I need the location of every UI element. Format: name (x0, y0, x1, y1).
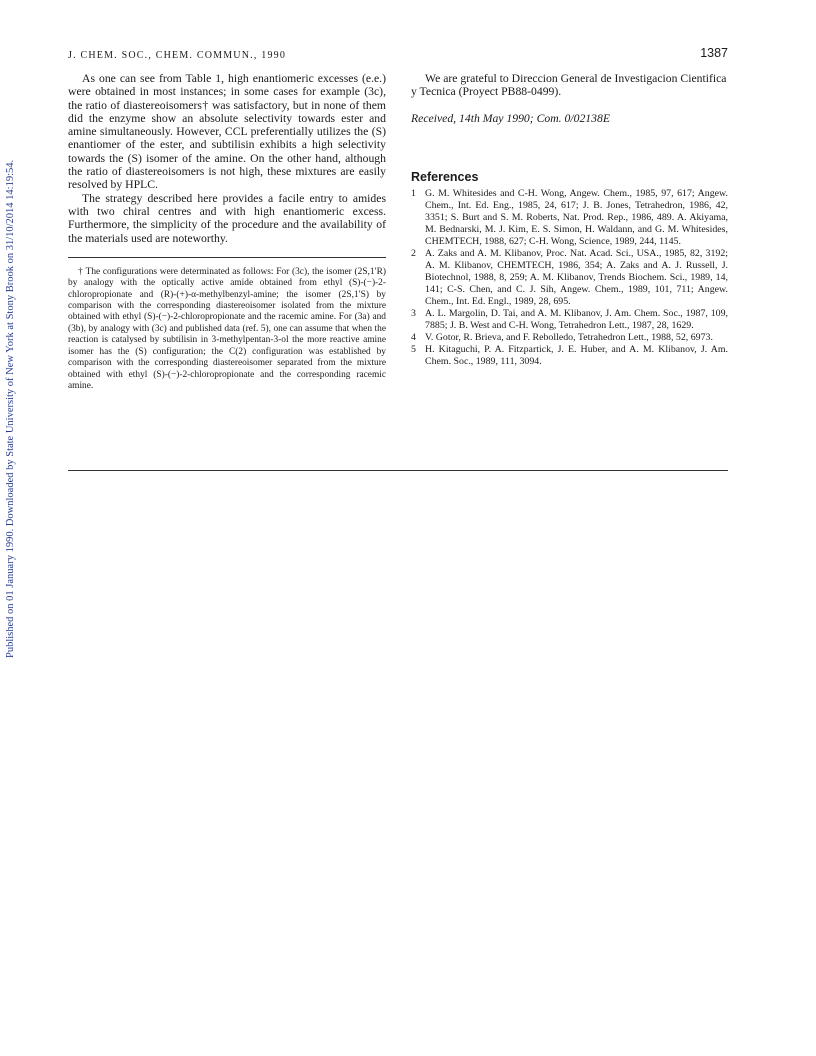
download-watermark-text: Published on 01 January 1990. Downloaded by State University of New York at Stony Brook on 31/10/2014 14:19:54. (5, 159, 16, 658)
reference-text: V. Gotor, R. Brieva, and F. Rebolledo, Tetrahedron Lett., 1988, 52, 6973. (425, 331, 713, 343)
reference-number: 1 (411, 187, 416, 199)
download-watermark (4, 150, 18, 658)
right-column (411, 72, 728, 368)
body-paragraph: As one can see from Table 1, high enantiomeric excesses (e.e.) were obtained in most instances; in some cases for example (3c), the ratio of diastereoisomers† was satisfactory, but in none of them did the enzyme show an absolute selectivity towards ester and amine simultaneously. However, CCL preferentially utilizes the (S) enantiomer of the ester, and subtilisin exhibits a high selectivity towards the (S) isomer of the amine. On the other hand, although the ratio of diastereoisomers is not high, these mixtures are easily resolved by HPLC. (68, 72, 386, 192)
reference-text: G. M. Whitesides and C-H. Wong, Angew. Chem., 1985, 97, 617; Angew. Chem., Int. Ed. Eng., 1985, 24, 617; J. B. Jones, Tetrahedron, 1986, 42, 3351; S. Burt and S. M. Roberts, Nat. Prod. Rep., 1986, 489. A. Akiyama, M. Bednarski, M. J. Kim, E. S. Simon, H. Waldann, and G. M. Whitesides, CHEMTECH, 1988, 627; C-H. Wong, Science, 1989, 244, 1145. (425, 187, 728, 247)
reference-item (411, 188, 728, 248)
reference-number: 4 (411, 331, 416, 343)
reference-text: A. L. Margolin, D. Tai, and A. M. Klibanov, J. Am. Chem. Soc., 1987, 109, 7885; J. B. West and C-H. Wong, Tetrahedron Lett., 1987, 28, 1629. (425, 307, 728, 331)
body-paragraph: The strategy described here provides a facile entry to amides with two chiral centres and with high enantiomeric excess. Furthermore, the simplicity of the procedure and the availability of the materials used are noteworthy. (68, 191, 386, 245)
references-heading: References (411, 169, 479, 184)
page-bottom-rule (68, 470, 728, 471)
reference-text: A. Zaks and A. M. Klibanov, Proc. Nat. Acad. Sci., USA., 1985, 82, 3192; A. M. Klibanov, CHEMTECH, 1986, 354; A. Zaks and A. J. Russell, J. Biotechnol, 1988, 8, 259; A. M. Klibanov, Trends Biochem. Sci., 1989, 14, 141; C-S. Chen, and C. J. Sih, Angew. Chem., 1989, 101, 711; Angew. Chem., Int. Ed. Engl., 1989, 28, 695. (425, 247, 728, 307)
page-number: 1387 (700, 46, 728, 60)
reference-item (411, 308, 728, 332)
acknowledgement: We are grateful to Direccion General de Investigacion Cientifica y Tecnica (Proyect PB88-0499). (411, 72, 727, 99)
received-line: Received, 14th May 1990; Com. 0/02138E (411, 111, 610, 125)
reference-item (411, 344, 728, 368)
left-column (68, 72, 386, 392)
reference-number: 2 (411, 247, 416, 259)
references-list (411, 188, 728, 368)
footnote: † The configurations were determinated as follows: For (3c), the isomer (2S,1′R) by analogy with the optically active amide obtained from ethyl (S)-(−)-2-chloropropionate and (R)-(+)-α-methylbenzyl-amine; the isomer (2S,1′S) by comparison with the corresponding diastereoisomer isolated from the mixture obtained with ethyl (S)-(−)-2-chloropropionate and the racemic amine. For (3a) and (3b), by analogy with (3c) and published data (ref. 5), one can assume that when the reaction is catalysed by subtilisin in 3-methylpentan-3-ol the more reactive amine isomer has the (S) configuration; the C(2) configuration was established by comparison with the corresponding diastereoisomer separated from the mixture obtained with ethyl (S)-(−)-2-chloropropionate and the corresponding racemic amine. (68, 266, 386, 391)
reference-text: H. Kitaguchi, P. A. Fitzpartick, J. E. Huber, and A. M. Klibanov, J. Am. Chem. Soc., 1989, 111, 3094. (425, 343, 728, 367)
reference-item (411, 248, 728, 308)
reference-item (411, 332, 728, 344)
footnote-divider (68, 257, 386, 258)
reference-number: 5 (411, 343, 416, 355)
running-head: J. CHEM. SOC., CHEM. COMMUN., 1990 (68, 50, 287, 61)
reference-number: 3 (411, 307, 416, 319)
